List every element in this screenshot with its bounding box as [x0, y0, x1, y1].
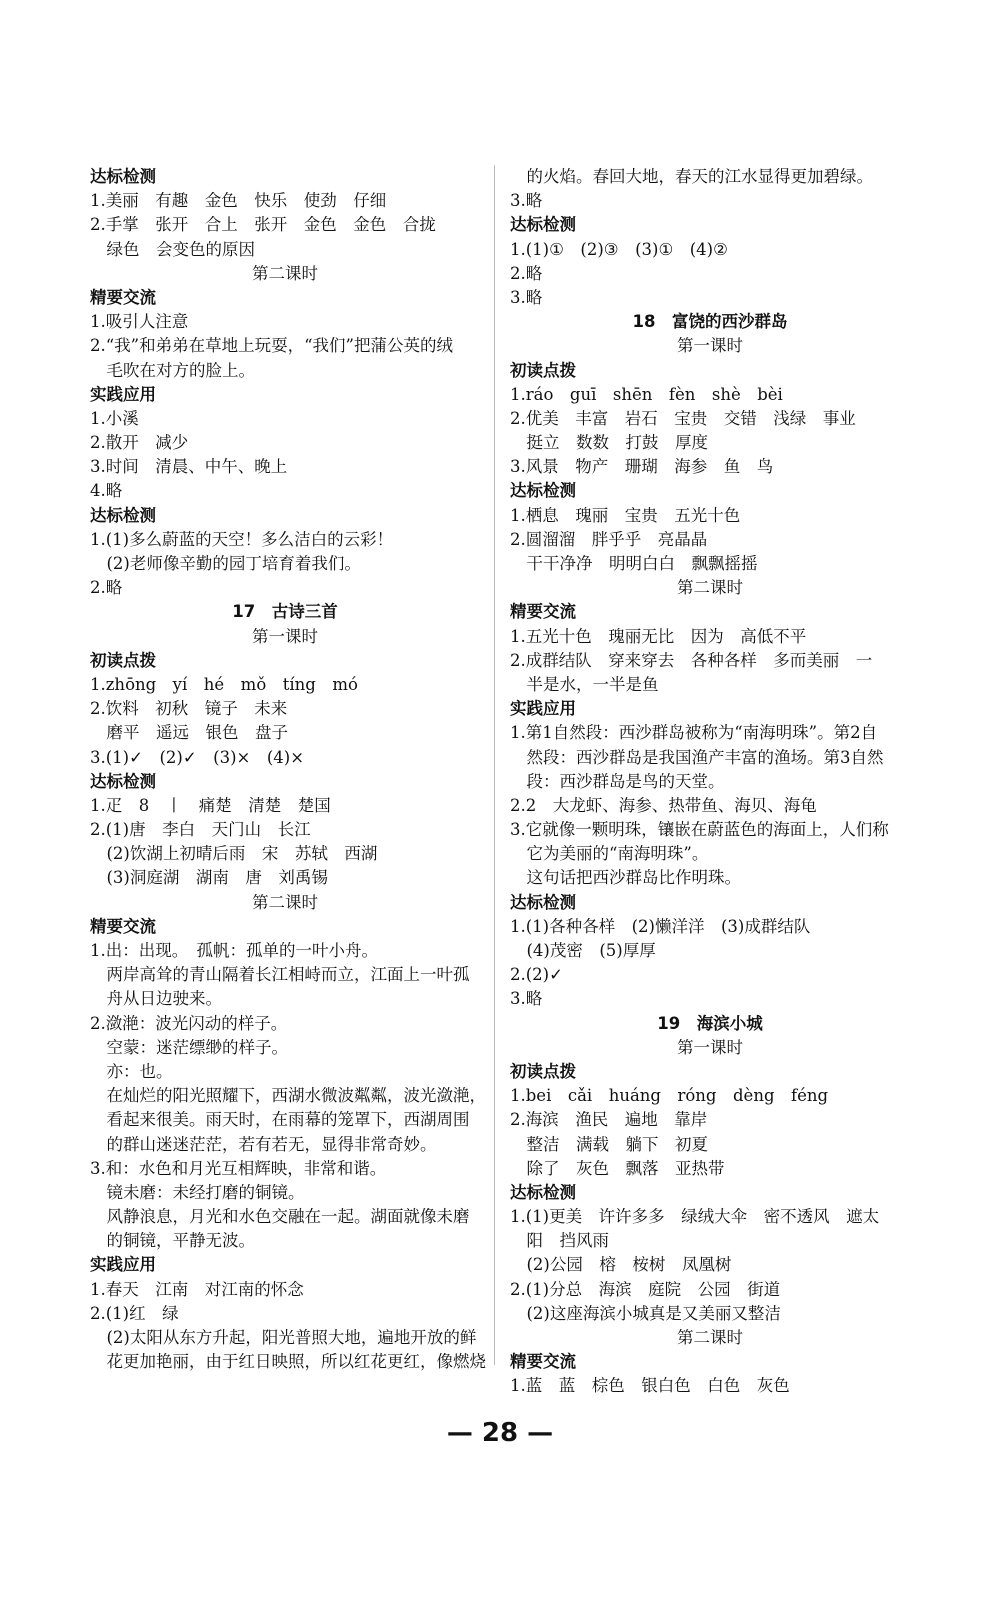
text-line: 1.bei cǎi huáng róng dèng féng: [510, 1086, 829, 1106]
text-line: 1.(1)多么蔚蓝的天空！多么洁白的云彩！: [90, 529, 394, 549]
text-line: 2.饮料 初秋 镜子 未来: [90, 699, 288, 719]
text-line: 2.2 大龙虾、海参、热带鱼、海贝、海龟: [510, 795, 817, 815]
text-line: 1.蓝 蓝 棕色 银白色 白色 灰色: [510, 1376, 790, 1396]
text-line: 段：西沙群岛是鸟的天堂。: [510, 771, 725, 791]
text-line: 在灿烂的阳光照耀下，西湖水微波粼粼，波光潋滟，: [90, 1086, 486, 1106]
text-line: 两岸高耸的青山隔着长江相峙而立，江面上一叶孤: [90, 965, 470, 985]
text-line: 1.(1)各种各样 (2)懒洋洋 (3)成群结队: [510, 916, 811, 936]
text-line: (2)饮湖上初晴后雨 宋 苏轼 西湖: [90, 844, 378, 864]
text-line: 花更加艳丽，由于红日映照，所以红花更红，像燃烧: [90, 1352, 486, 1372]
text-line: 3.它就像一颗明珠，镶嵌在蔚蓝色的海面上，人们称: [510, 820, 889, 840]
text-line: 3.略: [510, 989, 543, 1009]
text-line: 1.出：出现。 孤帆：孤单的一叶小舟。: [90, 941, 378, 960]
text-line: 这句话把西沙群岛比作明珠。: [510, 868, 741, 888]
section-heading: 达标检测: [90, 771, 156, 791]
text-line: 2.散开 减少: [90, 433, 189, 453]
text-line: 风静浪息，月光和水色交融在一起。湖面就像未磨: [90, 1207, 470, 1227]
text-line: 1.第1自然段：西沙群岛被称为“南海明珠”。第2自: [510, 723, 878, 743]
text-line: 3.略: [510, 191, 543, 211]
text-line: (2)公园 榕 桉树 凤凰树: [510, 1255, 732, 1275]
text-line: 看起来很美。雨天时，在雨幕的笼罩下，西湖周围: [90, 1110, 470, 1130]
left-column: [90, 165, 486, 1374]
text-line: (4)茂密 (5)厚厚: [510, 941, 656, 960]
lesson-subtitle: 第二课时: [677, 578, 743, 598]
text-line: (2)老师像辛勤的园丁培育着我们。: [90, 554, 361, 573]
text-line: 1.疋 8 丨 痛楚 清楚 楚国: [90, 795, 331, 815]
text-line: 毛吹在对方的脸上。: [90, 360, 255, 380]
section-heading: 实践应用: [90, 384, 156, 404]
text-line: 1.春天 江南 对江南的怀念: [90, 1279, 304, 1299]
section-heading: 精要交流: [90, 916, 156, 936]
page-number: — 28 —: [446, 1418, 554, 1448]
section-heading: 精要交流: [90, 287, 156, 307]
text-line: 2.略: [510, 263, 543, 283]
text-line: 磨平 遥远 银色 盘子: [90, 723, 288, 743]
text-line: (3)洞庭湖 湖南 唐 刘禹锡: [90, 868, 328, 888]
text-line: 1.吸引人注意: [90, 312, 189, 332]
text-line: 半是水，一半是鱼: [510, 674, 659, 694]
lesson-subtitle: 第二课时: [677, 1328, 743, 1347]
text-line: 1.栖息 瑰丽 宝贵 五光十色: [510, 505, 741, 525]
section-heading: 实践应用: [510, 699, 576, 719]
text-line: 的铜镜，平静无波。: [90, 1231, 255, 1251]
section-heading: 精要交流: [510, 1352, 576, 1372]
section-heading: 初读点拨: [510, 360, 576, 380]
section-heading: 达标检测: [510, 1182, 576, 1202]
lesson-subtitle: 第二课时: [252, 892, 318, 912]
text-line: 挺立 数数 打鼓 厚度: [510, 433, 708, 453]
text-line: 1.zhōng yí hé mǒ tíng mó: [90, 674, 358, 694]
text-line: 2.(2)✓: [510, 965, 563, 985]
lesson-title: 19 海滨小城: [657, 1013, 763, 1033]
text-line: 2.圆溜溜 胖乎乎 亮晶晶: [510, 529, 708, 549]
text-line: 3.和：水色和月光互相辉映，非常和谐。: [90, 1158, 387, 1178]
text-line: 2.(1)分总 海滨 庭院 公园 街道: [510, 1279, 781, 1299]
text-line: 3.时间 清晨、中午、晚上: [90, 457, 288, 477]
text-line: 2.海滨 渔民 遍地 靠岸: [510, 1110, 708, 1130]
text-line: 2.(1)唐 李白 天门山 长江: [90, 820, 311, 840]
lesson-subtitle: 第一课时: [677, 1037, 743, 1057]
section-heading: 达标检测: [510, 215, 576, 235]
section-heading: 达标检测: [90, 505, 156, 525]
lesson-subtitle: 第一课时: [252, 626, 318, 646]
text-line: 4.略: [90, 481, 123, 501]
text-line: 2.优美 丰富 岩石 宝贵 交错 浅绿 事业: [510, 408, 856, 428]
text-line: 干干净净 明明白白 飘飘摇摇: [510, 554, 758, 573]
section-heading: 实践应用: [90, 1255, 156, 1275]
text-line: 舟从日边驶来。: [90, 989, 222, 1009]
text-line: 镜未磨：未经打磨的铜镜。: [90, 1182, 305, 1202]
section-heading: 初读点拨: [510, 1061, 576, 1081]
text-line: 1.(1)① (2)③ (3)① (4)②: [510, 239, 728, 259]
text-line: (2)太阳从东方升起，阳光普照大地，遍地开放的鲜: [90, 1328, 477, 1347]
column-divider: [494, 165, 495, 1365]
text-line: 2.手掌 张开 合上 张开 金色 金色 合拢: [90, 215, 436, 235]
text-line: 2.潋滟：波光闪动的样子。: [90, 1013, 288, 1033]
text-line: 2.略: [90, 578, 123, 598]
text-line: 2.(1)红 绿: [90, 1303, 179, 1323]
text-line: 3.(1)✓ (2)✓ (3)× (4)×: [90, 747, 305, 767]
text-line: 然段：西沙群岛是我国渔产丰富的渔场。第3自然: [510, 747, 884, 767]
section-heading: 达标检测: [90, 167, 156, 186]
text-line: 3.略: [510, 287, 543, 307]
text-line: 的群山迷迷茫茫，若有若无，显得非常奇妙。: [90, 1134, 437, 1154]
text-line: 1.美丽 有趣 金色 快乐 使劲 仔细: [90, 191, 387, 211]
lesson-title: 17 古诗三首: [232, 602, 338, 622]
text-line: 2.成群结队 穿来穿去 各种各样 多而美丽 一: [510, 650, 873, 670]
text-line: 亦：也。: [90, 1061, 173, 1081]
section-heading: 初读点拨: [90, 650, 156, 670]
lesson-subtitle: 第二课时: [252, 263, 318, 283]
section-heading: 达标检测: [510, 892, 576, 912]
text-line: 1.(1)更美 许许多多 绿绒大伞 密不透风 遮太: [510, 1207, 880, 1227]
text-line: (2)这座海滨小城真是又美丽又整洁: [510, 1303, 781, 1323]
right-column: [510, 165, 910, 1399]
text-line: 3.风景 物产 珊瑚 海参 鱼 鸟: [510, 457, 774, 477]
text-line: 2.“我”和弟弟在草地上玩耍，“我们”把蒲公英的绒: [90, 336, 453, 356]
text-line: 1.五光十色 瑰丽无比 因为 高低不平: [510, 626, 807, 646]
text-line: 阳 挡风雨: [510, 1231, 609, 1251]
text-line: 1.小溪: [90, 408, 139, 428]
text-line: 整洁 满载 躺下 初夏: [510, 1134, 708, 1154]
section-heading: 精要交流: [510, 602, 576, 622]
text-line: 它为美丽的“南海明珠”。: [510, 844, 709, 864]
text-line: 绿色 会变色的原因: [90, 239, 255, 259]
text-line: 的火焰。春回大地，春天的江水显得更加碧绿。: [510, 167, 873, 186]
text-line: 1.ráo guī shēn fèn shè bèi: [510, 384, 783, 404]
text-line: 除了 灰色 飘落 亚热带: [510, 1158, 725, 1178]
lesson-title: 18 富饶的西沙群岛: [632, 312, 788, 332]
lesson-subtitle: 第一课时: [677, 336, 743, 356]
section-heading: 达标检测: [510, 481, 576, 501]
text-line: 空蒙：迷茫缥缈的样子。: [90, 1037, 288, 1057]
